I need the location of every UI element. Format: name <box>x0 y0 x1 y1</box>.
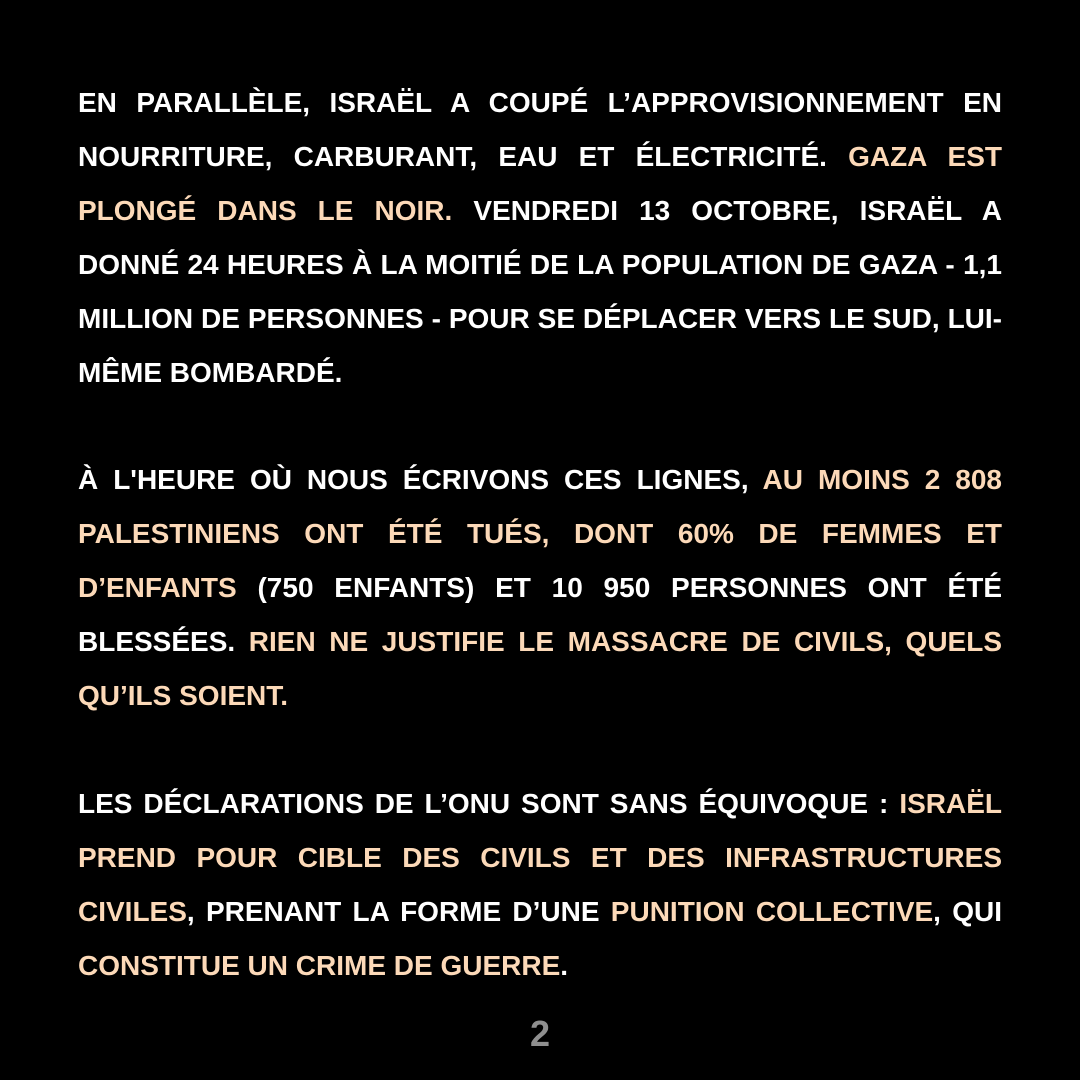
text-segment: (750 ENFANTS) ET 10 950 PERSONNES ONT ÉTÉ BLESSÉES. <box>78 572 1002 657</box>
highlighted-text-segment: RIEN NE JUSTIFIE LE MASSACRE DE CIVILS, QUELS QU’ILS SOIENT. <box>78 626 1003 711</box>
highlighted-text-segment: AU MOINS 2 808 PALESTINIENS ONT ÉTÉ TUÉS, DONT 60% DE FEMMES ET D’ENFANTS <box>78 464 1002 603</box>
highlighted-text-segment: PUNITION COLLECTIVE <box>610 896 934 927</box>
text-segment: LES DÉCLARATIONS DE L’ONU SONT SANS ÉQUIVOQUE : <box>78 788 900 819</box>
text-segment: , QUI <box>933 896 1002 927</box>
paragraph-casualties <box>78 453 1002 723</box>
page-number: 2 <box>529 1013 551 1054</box>
paragraph-un-statement <box>78 777 1002 993</box>
highlighted-text-segment: CONSTITUE UN CRIME DE GUERRE <box>78 950 561 981</box>
text-segment: À L'HEURE OÙ NOUS ÉCRIVONS CES LIGNES, <box>78 464 763 495</box>
paragraph-blockade <box>78 76 1002 400</box>
text-segment: EN PARALLÈLE, ISRAËL A COUPÉ L’APPROVISIONNEMENT EN NOURRITURE, CARBURANT, EAU ET ÉLECTRICITÉ. <box>78 87 1002 172</box>
highlighted-text-segment: GAZA EST PLONGÉ DANS LE NOIR. <box>78 141 1002 226</box>
highlighted-text-segment: ISRAËL PREND POUR CIBLE DES CIVILS ET DES INFRASTRUCTURES CIVILES <box>78 788 1002 927</box>
text-segment: VENDREDI 13 OCTOBRE, ISRAËL A DONNÉ 24 HEURES À LA MOITIÉ DE LA POPULATION DE GAZA - 1,1 MILLION DE PERSONNES - POUR SE DÉPLACER VERS LE SUD, LUI-MÊME BOMBARDÉ. <box>78 195 1003 388</box>
text-segment: , PRENANT LA FORME D’UNE <box>186 896 611 927</box>
text-segment: . <box>560 950 569 981</box>
